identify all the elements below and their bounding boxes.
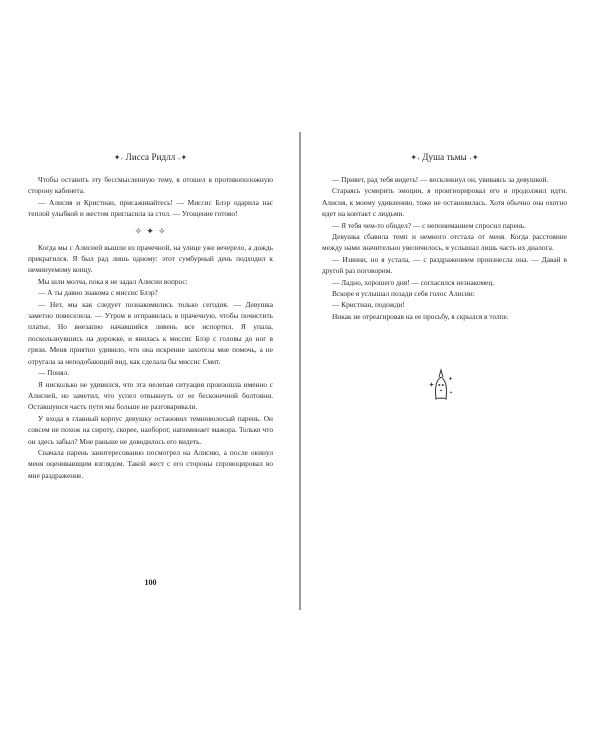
running-header-right bbox=[322, 150, 567, 164]
paragraph: — Кристиан, подожди! bbox=[332, 300, 405, 310]
paragraph: Сначала парень заинтересованно посмотрел на Алисию, а после окинул меня оценивающим взглядом. Такой жест с его стороны спровоцировал во мне раздражение. bbox=[28, 447, 273, 480]
paragraph: Я нисколько не удивился, что эта нелепая ситуация произошла именно с Алисией, но заметил, что успел отвыкнуть от ее бесконечной болтовни. Оставшуюся часть пути мы больше не разговаривали. bbox=[28, 379, 273, 412]
paragraph: — Извини, но я устала, — с раздражением произнесла она. — Давай в другой раз поговорим. bbox=[322, 254, 567, 276]
paragraph: Чтобы оставить эту бессмысленную тему, я отошел в противоположную сторону кабинета. bbox=[28, 175, 273, 196]
paragraph: — Ладно, хорошего дня! — согласился незнакомец. bbox=[332, 277, 495, 287]
scene-break-ornament-icon: ✧ ✦ ✧ bbox=[134, 225, 167, 236]
left-page-text bbox=[28, 174, 273, 481]
right-page bbox=[322, 150, 567, 322]
paragraph: У входа в главный корпус девушку остановил темноволосый парень. Он совсем не похож на сироту, скорее, наоборот, напоминает мажора. Только что он здесь забыл? Мне раньше не доводилось его видеть. bbox=[28, 413, 273, 446]
sparkle-ornament-icon: ˖✦ bbox=[469, 153, 479, 162]
sparkle-ornament-icon: ˖✦ bbox=[177, 153, 188, 162]
author-name: Лисса Ридлл bbox=[125, 152, 176, 162]
paragraph: — Привет, рад тебя видеть! — воскликнул он, увиваясь за девушкой. bbox=[332, 175, 549, 184]
right-page-text bbox=[322, 174, 567, 322]
ghost-illustration-icon bbox=[426, 368, 456, 402]
page-number: 100 bbox=[144, 578, 157, 587]
gutter-line bbox=[299, 132, 301, 610]
paragraph: Девушка сбавила темп и немного отстала от меня. Когда расстояние между нами значительно увеличилось, я услышал лишь часть их диалога. bbox=[322, 232, 567, 253]
sparkle-ornament-icon: ✦˖ bbox=[113, 153, 124, 162]
paragraph: Стараясь усмирить эмоции, я проигнорировал его и продолжил идти. Алисия, к моему удивлению, тоже не остановилась. Хотя обычно она охотно идет на контакт с людьми. bbox=[322, 186, 567, 219]
left-page bbox=[28, 150, 273, 481]
sparkle-ornament-icon: ✦˖ bbox=[410, 153, 420, 162]
paragraph: Вскоре я услышал позади себя голос Алисии: bbox=[332, 289, 475, 299]
paragraph: — Понял. bbox=[38, 368, 69, 378]
paragraph: — Алисия и Кристиан, присаживайтесь! — Миссис Блэр одарила нас теплой улыбкой и жестом пригласила за стол. — Угощение готово! bbox=[28, 197, 273, 219]
book-title: Душа тьмы bbox=[422, 152, 467, 162]
running-header-left bbox=[28, 150, 273, 164]
paragraph: — Нет, мы как следует познакомились только сегодня. — Девушка заметно повеселела. — Утром я отправилась в прачечную, чтобы почистить платье. Но внезапно начавшийся ливень все испортил. Я упала, поскользнувшись на дорожке, и явилась к миссис Блэр с головы до ног в грязи. Меня приятно удивило, что она искренне захотела мне помочь, а не отругала за неподобающий вид, как сделала бы миссис Смит. bbox=[28, 299, 273, 366]
paragraph: — А ты давно знакома с миссис Блэр? bbox=[38, 288, 158, 298]
paragraph: — Я тебя чем-то обидел? — с непониманием спросил парень. bbox=[332, 220, 526, 230]
paragraph: Мы шли молча, пока я не задал Алисии вопрос: bbox=[38, 276, 188, 286]
paragraph: Когда мы с Алисией вышли из прачечной, на улице уже вечерело, а дождь прекратился. Я был рад лишь одному: этот сумбурный день подходил к неминуемому концу. bbox=[28, 242, 273, 275]
paragraph: Никак не отреагировав на ее просьбу, я скрылся в толпе. bbox=[332, 311, 509, 321]
